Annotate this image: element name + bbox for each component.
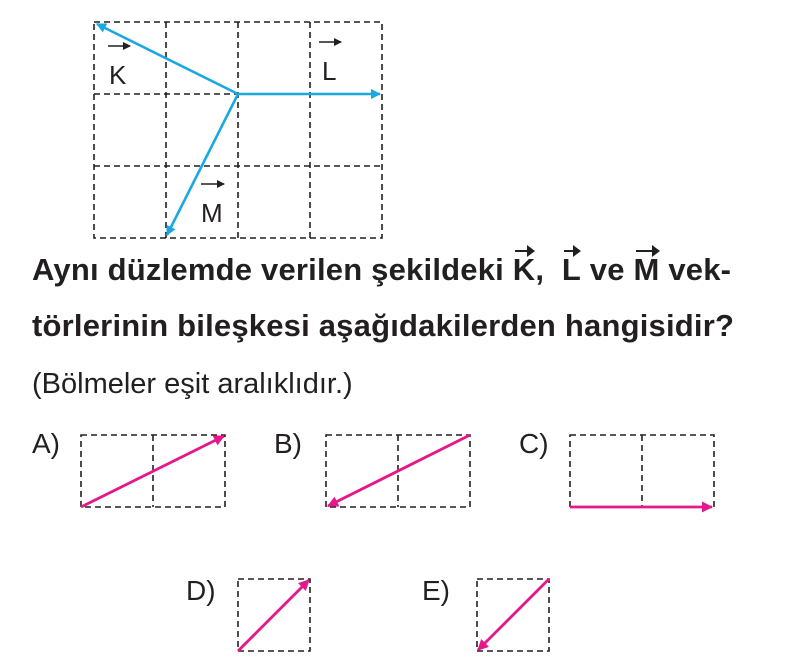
question-text-part2: vek- bbox=[659, 252, 732, 287]
question-line-2: törlerinin bileşkesi aşağıdakilerden hangisidir? bbox=[32, 308, 735, 343]
main-grid bbox=[94, 22, 382, 238]
question-vector-k: K bbox=[512, 252, 536, 287]
question-vector-m: M bbox=[633, 252, 660, 287]
question-line-1 bbox=[32, 252, 731, 288]
question-ve: ve bbox=[580, 252, 634, 287]
question-comma: , bbox=[535, 252, 545, 287]
option-b-arrow bbox=[328, 435, 470, 506]
vector-k-label: K bbox=[109, 60, 127, 90]
option-a-label[interactable]: A) bbox=[32, 428, 60, 459]
question-text-part1: Aynı düzlemde verilen şekildeki bbox=[32, 252, 513, 287]
option-e-label[interactable]: E) bbox=[422, 575, 450, 606]
vector-l-label: L bbox=[322, 56, 337, 86]
question-vector-l: L bbox=[561, 252, 581, 287]
option-e-arrow bbox=[478, 579, 549, 650]
option-d-arrow bbox=[238, 580, 309, 651]
question-note: (Bölmeler eşit aralıklıdır.) bbox=[32, 368, 353, 400]
option-b-label[interactable]: B) bbox=[274, 428, 302, 459]
vector-m-label: M bbox=[201, 198, 223, 228]
option-c-grid bbox=[570, 435, 714, 507]
option-d-label[interactable]: D) bbox=[186, 575, 216, 606]
option-c-label[interactable]: C) bbox=[519, 428, 549, 459]
